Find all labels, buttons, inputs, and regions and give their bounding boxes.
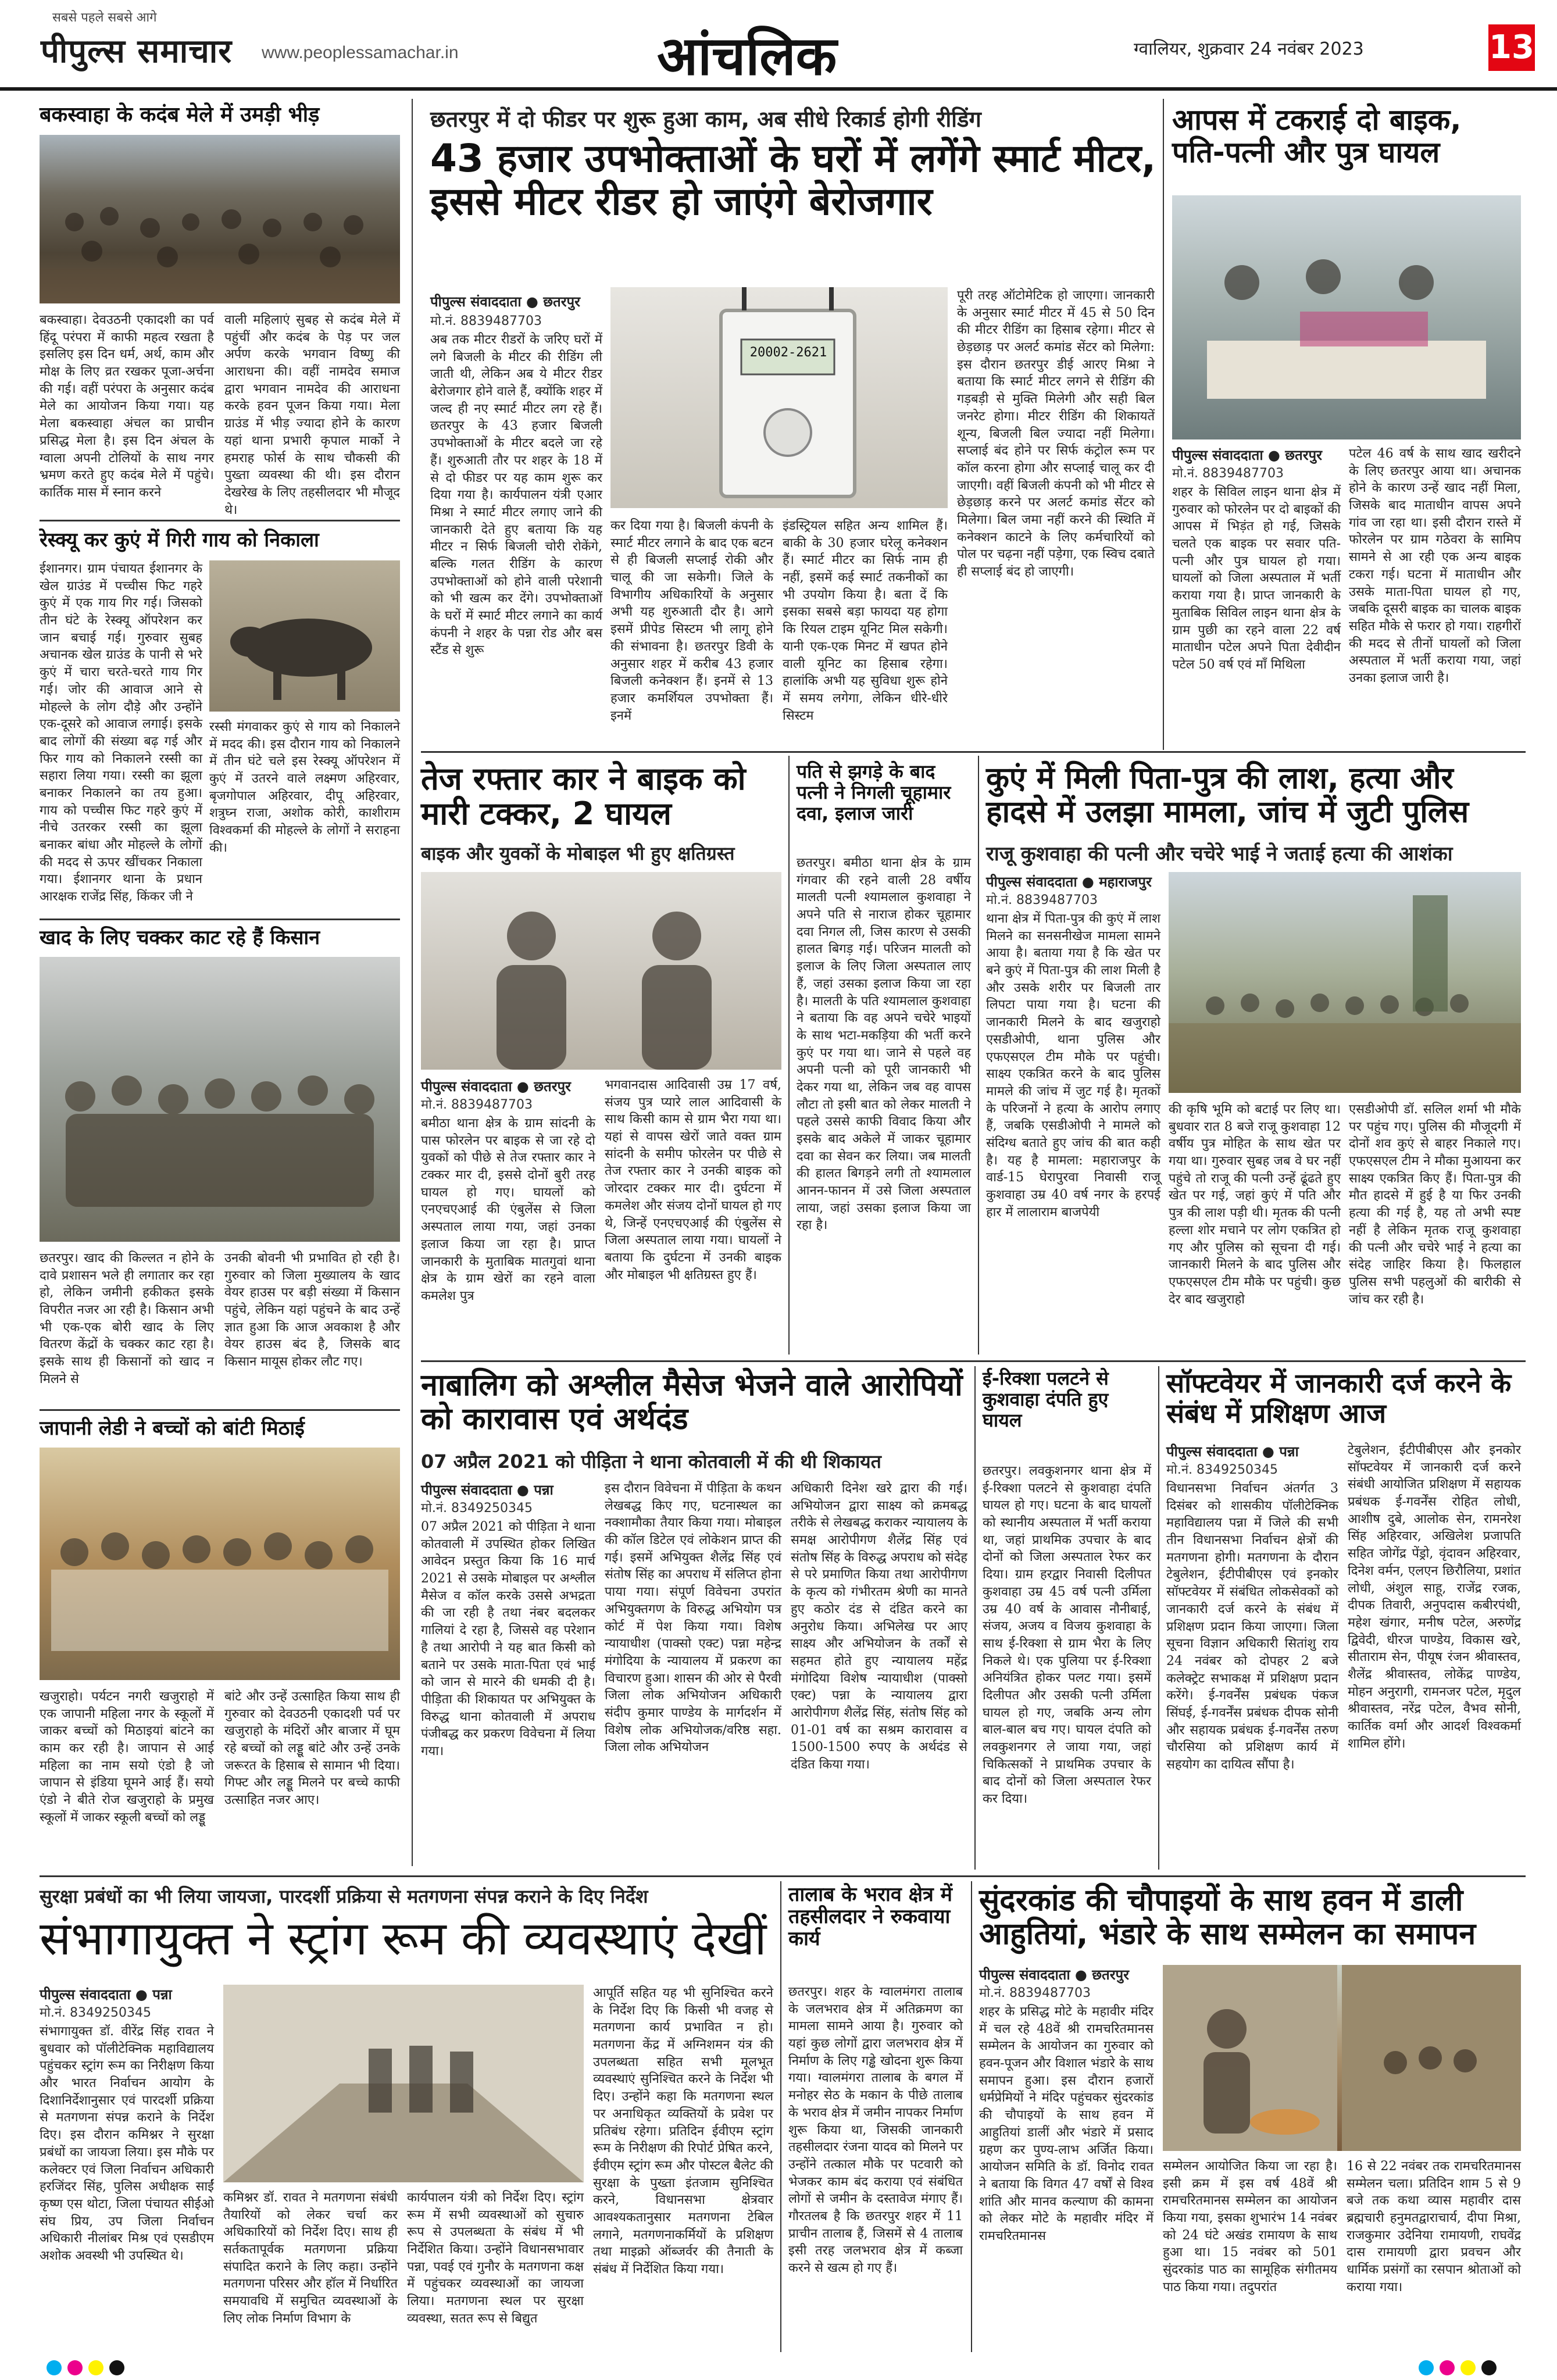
corridor-illustration <box>223 1985 584 2182</box>
cow-illustration <box>209 560 400 712</box>
strongroom-col-4: आपूर्ति सहित यह भी सुनिश्चित करने के निर्देश दिए कि किसी भी वजह से मतगणना कार्य प्रभावित न हो। मतगणना केंद्र में अग्निशमन यंत्र की उपलब्धता सहित सभी मूलभूत व्यवस्थाएं सुनिश्चित करने के निर्देश भी दिए। उन्होंने कहा कि मतगणना स्थल पर अनाधिकृत व्यक्तियों के प्रवेश पर प्रतिबंध रहेगा। प्रतिदिन ईवीएम स्ट्रांग रूम के निरीक्षण की रिपोर्ट प्रेषित करने, ईवीएम स्ट्रांग रूम और पोस्टल बैलेट की सुरक्षा के पुख्ता इंतजाम सुनिश्चित करने, विधानसभा क्षेत्रवार आवश्यकतानुसार मतगणना टेबिल लगाने, मतगणनाकर्मियों के प्रशिक्षण तथा माइक्रो ऑब्जर्वर की तैनाती के संबंध में निर्देशित किया गया। <box>593 1986 773 2277</box>
meter-illustration <box>610 287 948 508</box>
section-title <box>657 17 837 90</box>
byline-crash: पीपुल्स संवाददाता ● छतरपुर <box>421 1078 571 1095</box>
kicker-strongroom: सुरक्षा प्रबंधों का भी लिया जायजा, पारदर्शी प्रक्रिया से मतगणना संपन्न कराने के दिए निर्देश <box>40 1885 648 1907</box>
yellow-mark <box>88 2360 103 2375</box>
photo-rescue-cow <box>209 560 400 712</box>
photo-kadamb-crowd <box>40 135 400 303</box>
headline-japan: जापानी लेडी ने बच्चों को बांटी मिठाई <box>40 1417 305 1440</box>
headline-pocso: नाबालिग को अश्लील मैसेज भेजने वाले आरोपियों को कारावास एवं अर्थदंड <box>421 1368 963 1437</box>
sundarkand-col-2: सम्मेलन आयोजित किया जा रहा है। इसी क्रम में इस वर्ष 48वें श्री रामचरितमानस सम्मेलन का आयोजन किया गया, इसका शुभारंभ 14 नवंबर को 24 घंटे अखंड रामायण के साथ हुआ था। 15 नवंबर को 501 सुंदरकांड पाठ का सामूहिक संगीतमय पाठ किया गया। तदुपरांत <box>1163 2159 1337 2295</box>
havan-illustration <box>1163 1965 1521 2151</box>
headline-well: कुएं में मिली पिता-पुत्र की लाश, हत्या और हादसे में उलझा मामला, जांच में जुटी पुलिस <box>986 761 1469 830</box>
victims-illustration <box>421 872 781 1070</box>
smartmeter-col-2: कर दिया गया है। बिजली कंपनी के स्मार्ट मीटर लगाने के बाद एक बटन से ही बिजली सप्लाई रोकी और चालू की जा सकेगी। जिले के विभागीय अधिकारियों के अनुसार अभी यह शुरुआती दौर है। आगे इसमें प्रीपेड सिस्टम भी लागू होने की संभावना है। छतरपुर डिवी के अनुसार शहर में करीब 43 हजार बिजली कनेक्शन हैं। इनमें से 13 हजार कमर्शियल उपभोक्ता हैं। इनमें <box>610 519 773 723</box>
photo-havan <box>1163 1965 1521 2151</box>
headline-software: सॉफ्टवेयर में जानकारी दर्ज करने के संबंध में प्रशिक्षण आज <box>1166 1367 1512 1429</box>
mobile-well: मो.नं. 8839487703 <box>986 893 1098 907</box>
bikes-col-2: पटेल 46 वर्ष के साथ खाद खरीदने के लिए छतरपुर आया था। अचानक होने के कारण उन्हें खाद नहीं मिला, जिसके बाद माताधीन वापस अपने गांव जा रहा था। इसी दौरान रास्ते में फोरलेन पर ग्राम गठेवरा के सामिप सामने से आ रही एक अन्य बाइक टकरा गई। घटना में माताधीन और उसके माता-पिता घायल हो गए, जबकि दूसरी बाइक का चालक बाइक सहित मौके से फरार हो गया। राहगीरों की मदद से तीनों घायलों को जिला अस्पताल में भर्ती कराया गया, जहां उनका इलाज जारी है। <box>1349 446 1521 685</box>
headline-talab: तालाब के भराव क्षेत्र में तहसीलदार ने रुकवाया कार्य <box>788 1883 952 1951</box>
rescue-col-1: ईशानगर। ग्राम पंचायत ईशानगर के खेल ग्राउंड में पच्चीस फिट गहरे कुएं में एक गाय गिर गई। जिसको तीन घंटे के रेस्क्यू ऑपरेशन कर जान बचाई गई। गुरुवार सुबह अचानक खेल ग्राउंड के पानी से भरे कुएं में चारा चरते-चरते गाय गिर गई। जोर की आवाज आने से मोहल्ले के लोग दौड़े और उन्होंने एक-दूसरे को आवाज लगाई। इसके बाद लोगों की संख्या बढ़ गई और फिर गाय को निकालने रस्सी का सहारा लिया गया। रस्सी का झूला बनाकर निकालने का तय हुआ। गाय को पच्चीस फिट गहरे कुएं में नीचे उतरकर रस्सी का झूला बनाकर बांधा और मोहल्ले के लोगों की मदद से ऊपर खींचकर निकाला गया। ईशानगर थाना के प्रधान आरक्षक राजेंद्र सिंह, किंकर जी ने <box>40 562 202 905</box>
sundarkand-col-3: 16 से 22 नवंबर तक रामचरितमानस सम्मेलन चला। प्रतिदिन शाम 5 से 9 बजे तक कथा व्यास महावीर दास ब्रह्मचारी हनुमतद्वाराचार्य, दीपा मिश्रा, राजकुमार उदेनिया रामायणी, राघवेंद्र दास रामायणी द्वारा प्रवचन और धार्मिक प्रसंगों का रसपान श्रोताओं को कराया गया। <box>1347 2159 1521 2295</box>
photo-strongroom <box>223 1985 584 2182</box>
field-illustration <box>1169 872 1521 1093</box>
column-rule <box>788 756 790 1355</box>
byline-well: पीपुल्स संवाददाता ● महाराजपुर <box>986 874 1152 890</box>
crash-col-2: भगवानदास आदिवासी उम्र 17 वर्ष, संजय पुत्र प्यारे लाल आदिवासी के साथ किसी काम से ग्राम भैरा गया था। यहां से वापस खेरों जाते वक्त ग्राम सांदनी के समीप फोरलेन पर पीछे से तेज रफ्तार कार ने उनकी बाइक को जोरदार टक्कर मार दी। दुर्घटना में कमलेश और संजय दोनों घायल हो गए थे, जिन्हें एनएचएआई की एंबुलेंस से जिला अस्पताल लाया गया। घायलों ने बताया कि दुर्घटना में उनकी बाइक और मोबाइल भी क्षतिग्रस्त हुए हैं। <box>605 1078 781 1282</box>
headline-khad: खाद के लिए चक्कर काट रहे हैं किसान <box>40 926 320 949</box>
strongroom-col-2: कमिश्नर डॉ. रावत ने मतगणना संबंधी तैयारियों को लेकर चर्चा कर अधिकारियों को निर्देश दिए। साथ ही सर्तकतापूर्वक मतगणना प्रक्रिया संपादित कराने के लिए कहा। उन्होंने मतगणना परिसर और हॉल में निर्धारित समयावधि में समुचित व्यवस्थाओं के लिए लोक निर्माण विभाग के <box>223 2190 398 2326</box>
divider <box>40 1409 400 1411</box>
talab-col-1: छतरपुर। शहर के ग्वालमंगरा तालाब के जलभराव क्षेत्र में अतिक्रमण का मामला सामने आया है। गुरुवार को यहां कुछ लोगों द्वारा जलभराव क्षेत्र में निर्माण के लिए गड्ढे खोदना शुरू किया गया। ग्वालमंगरा तालाब के बगल में मनोहर सेठ के मकान के पीछे तालाब के भराव क्षेत्र में जमीन नापकर निर्माण शुरू किया था, जिसकी जानकारी तहसीलदार रंजना यादव को मिलने पर उन्होंने तत्काल मौके पर पटवारी को भेजकर काम बंद कराया एवं संबंधित लोगों से जमीन के दस्तावेज मंगाए हैं। गौरतलब है कि छतरपुर शहर में 11 प्राचीन तालाब हैं, जिसमें से 4 तालाब इसी तरह जलभराव क्षेत्र में कब्जा करने से खत्म हो गए हैं। <box>788 1985 963 2275</box>
meter-reading: 20002-2621 <box>749 345 827 360</box>
headline-smartmeter: 43 हजार उपभोक्ताओं के घरों में लगेंगे स्मार्ट मीटर, इससे मीटर रीडर हो जाएंगे बेरोजगार <box>430 136 1156 224</box>
kadamb-col-2: वाली महिलाएं सुबह से कदंब मेले में पहुंचीं और कदंब के पेड़ पर जल अर्पण करके भगवान विष्णु की आराधना की। वहीं नामदेव समाज द्वारा भगवान नामदेव की आराधना करके हवन पूजन किया गया। मेला ग्राउंड में भीड़ ज्यादा होने के कारण यहां थाना प्रभारी कृपाल मार्को ने हमराह फोर्स के साथ चौकसी की पुख्ता व्यवस्था की थी। इस दौरान देखरेख के लिए तहसीलदार भी मौजूद थे। <box>224 313 400 517</box>
mobile-strongroom: मो.नं. 8349250345 <box>40 2006 152 2020</box>
headline-sundarkand: सुंदरकांड की चौपाइयों के साथ हवन में डाली आहुतियां, भंडारे के साथ सम्मेलन का समापन <box>979 1883 1476 1952</box>
divider <box>421 1360 1526 1362</box>
dateline: ग्वालियर, शुक्रवार 24 नवंबर 2023 <box>1134 39 1364 59</box>
column-rule <box>412 99 413 1866</box>
column-rule <box>974 1366 976 1870</box>
mobile-crash: मो.नं. 8839487703 <box>421 1098 533 1112</box>
software-col-2: टेबुलेशन, ईटीपीबीएस और इनकोर सॉफ्टवेयर में जानकारी दर्ज करने संबंधी आयोजित प्रशिक्षण में सहायक प्रबंधक ई-गवर्नेंस रोहित लोधी, आशीष दुबे, आलोक सेन, रामनरेश सिंह अहिरवार, अखिलेश प्रजापति सहित जोगेंद्र पेंड्रो, वृंदावन अहिरवार, दिनेश वर्मन, एलएन छिरौलिया, प्रशांत लोधी, अंशुल साहू, राजेंद्र रजक, दीपक तिवारी, अनुपदास कबीरपंथी, महेश खंगार, मनीष पटेल, अरुणेंद्र द्विवेदी, धीरज पाण्डेय, विकास खरे, सीताराम सेन, पीयूष रंजन श्रीवास्तव, शैलेंद्र श्रीवास्तव, लोकेंद्र पाण्डेय, मोहन अनुरागी, रामनजर पटेल, मृदुल श्रीवास्तव, नरेंद्र पटेल, वैभव सोनी, कार्तिक वर्मा और आदर्श विश्वकर्मा शामिल होंगे। <box>1348 1443 1521 1751</box>
khad-col-1: छतरपुर। खाद की किल्लत न होने के दावे प्रशासन भले ही लगातार कर रहा हो, लेकिन जमीनी हकीकत इसके विपरीत नजर आ रही है। किसान अभी भी एक-एक बोरी खाद के लिए वितरण केंद्रों के चक्कर काट रहा है। इसके साथ ही किसानों को खाद न मिलने से <box>40 1251 214 1386</box>
column-rule <box>971 1881 972 2352</box>
mobile-smartmeter: मो.नं. 8839487703 <box>430 314 542 328</box>
black-mark <box>1481 2360 1497 2375</box>
photo-children <box>40 1448 400 1680</box>
strongroom-col-1: संभागायुक्त डॉ. वीरेंद्र सिंह रावत ने बुधवार को पॉलीटेक्निक महाविद्यालय पहुंचकर स्ट्रांग रूम का निरीक्षण किया और भारत निर्वाचन आयोग के दिशानिर्देशानुसार एवं पारदर्शी प्रक्रिया से मतगणना संपन्न कराने के निर्देश दिए। इस दौरान कमिश्नर ने सुरक्षा प्रबंधों का जायजा लिया। इस मौके पर कलेक्टर एवं जिला निर्वाचन अधिकारी हरजिंदर सिंह, पुलिस अधीक्षक साईं कृष्ण एस थोटा, जिला पंचायत सीईओ संघ प्रिय, उप जिला निर्वाचन अधिकारी नीलांबर मिश्र एवं एसडीएम अशोक अवस्थी भी उपस्थित थे। <box>40 2024 214 2263</box>
headline-erickshaw: ई-रिक्शा पलटने से कुशवाहा दंपति हुए घायल <box>983 1367 1109 1431</box>
smartmeter-col-4: पूरी तरह ऑटोमेटिक हो जाएगा। जानकारी के अनुसार स्मार्ट मीटर में 45 से 50 दिन की मीटर रीडिंग का हिसाब रहेगा। मीटर से छेड़छाड़ पर अलर्ट कमांड सेंटर को मिलेगा: इस दौरान छतरपुर डीई आरए मिश्रा ने बताया कि स्मार्ट मीटर लगने से रीडिंग की गड़बड़ी से मुक्ति मिलेगी और सही बिल जनरेट होगा। मीटर रीडिंग की शिकायतें शून्य, बिजली बिल ज्यादा नहीं मिलेगा। सप्लाई बंद होने पर सिर्फ कंट्रोल रूम पर कॉल करना होगा और सप्लाई चालू कर दी जाएगी। वहीं बिजली कंपनी को भी मीटर से छेड़छाड़ करने पर अलर्ट कमांड सेंटर को मिलेगा। बिल जमा नहीं करने की स्थिति में कनेक्शन काटने के लिए कर्मचारियों को पोल पर चढ़ना नहीं पड़ेगा, एक स्विच दबाते ही सप्लाई बंद हो जाएगी। <box>957 288 1155 579</box>
cyan-mark <box>1419 2360 1434 2375</box>
sundarkand-col-1: शहर के प्रसिद्ध मोटे के महावीर मंदिर में चल रहे 48वें श्री रामचरितमानस सम्मेलन के आयोजन का गुरुवार को हवन-पूजन और विशाल भंडारे के साथ समापन हुआ। इस दौरान हजारों धर्मप्रेमियों ने मंदिर पहुंचकर सुंदरकांड की चौपाइयों के साथ हवन में आहुतियां डालीं और भंडारे में प्रसाद ग्रहण कर पुण्य-लाभ अर्जित किया। आयोजन समिति के डॉ. विनोद रावत ने बताया कि विगत 47 वर्षों से विश्व शांति और मानव कल्याण की कामना को लेकर मोटे के महावीर मंदिर में रामचरितमानस <box>979 2004 1154 2243</box>
byline-software: पीपुल्स संवाददाता ● पन्ना <box>1166 1443 1299 1460</box>
erickshaw-col-1: छतरपुर। लवकुशनगर थाना क्षेत्र में ई-रिक्शा पलटने से कुशवाहा दंपति घायल हो गए। घटना के बाद घायलों को स्थानीय अस्पताल में भर्ती कराया था, जहां प्राथमिक उपचार के बाद दोनों को जिला अस्पताल रेफर कर दिया। ग्राम हरद्वार निवासी दिलीपत कुशवाहा उम्र 45 वर्ष पत्नी उर्मिला उम्र 40 वर्ष के आवास नौनीबाई, संजय, अजय व विजय कुशवाहा के साथ ई-रिक्शा से ग्राम भैरा के लिए निकले थे। एक पुलिया पर ई-रिक्शा अनियंत्रित होकर पलट गया। इसमें दिलीपत और उसकी पत्नी उर्मिला घायल हो गए, जबकि अन्य लोग बाल-बाल बच गए। घायल दंपति को लवकुशनगर ले जाया गया, जहां चिकित्सकों ने प्राथमिक उपचार के बाद दोनों को जिला अस्पताल रेफर कर दिया। <box>983 1464 1151 1807</box>
byline-bikes: पीपुल्स संवाददाता ● छतरपुर <box>1172 447 1322 463</box>
column-rule <box>1163 99 1164 750</box>
photo-well-site <box>1169 872 1521 1093</box>
black-mark <box>109 2360 124 2375</box>
column-rule <box>978 756 979 1355</box>
pocso-col-2: इस दौरान विवेचना में पीड़िता के कथन लेखबद्ध किए गए, घटनास्थल का नक्शामौका तैयार किया गया। मोबाइल की कॉल डिटेल एवं लोकेशन प्राप्त की गई। इसमें अभियुक्त शैलेंद्र सिंह एवं संतोष सिंह का अपराध में संलिप्त होना पाया गया। संपूर्ण विवेचना उपरांत अभियुक्तगण के विरुद्ध अभियोग पत्र कोर्ट में पेश किया गया। विशेष न्यायाधीश (पाक्सो एक्ट) पन्ना महेन्द्र मंगोदिया के न्यायालय में प्रकरण का विचारण हुआ। शासन की ओर से पैरवी जिला लोक अभियोजन अधिकारी संदीप कुमार पाण्डेय के मार्गदर्शन में विशेष लोक अभियोजक/वरिष्ठ सहा. जिला लोक अभियोजन <box>605 1481 781 1755</box>
divider <box>421 751 1526 753</box>
bikes-col-1: शहर के सिविल लाइन थाना क्षेत्र में गुरुवार को फोरलेन पर दो बाइकों की आपस में भिड़ंत हो गई, जिसके चलते एक बाइक पर सवार पति-पत्नी और पुत्र घायल हो गया। घायलों को जिला अस्पताल में भर्ती कराया गया है। प्राप्त जानकारी के मुताबिक सिविल लाइन थाना क्षेत्र के ग्राम पुछी का रहने वाला 22 वर्ष माताधीन पटेल अपने पिता देवीदीन पटेल 50 वर्ष एवं माँ मिथिला <box>1172 485 1341 672</box>
column-rule <box>780 1881 781 2352</box>
byline-pocso: पीपुल्स संवाददाता ● पन्ना <box>421 1482 553 1498</box>
magenta-mark <box>67 2360 83 2375</box>
byline-strongroom: पीपुल्स संवाददाता ● पन्ना <box>40 1986 172 2003</box>
poison-col-1: छतरपुर। बमीठा थाना क्षेत्र के ग्राम गंगवार की रहने वाली 28 वर्षीय मालती पत्नी श्यामलाल कुशवाहा ने अपने पति से नाराज होकर चूहामार दवा निगल ली, जिस कारण से उसकी हालत बिगड़ गई। परिजन मालती को इलाज के लिए जिला अस्पताल लाए हैं, जहां उसका इलाज किया जा रहा है। मालती के पति श्यामलाल कुशवाहा ने बताया कि वह अपने चचेरे भाइयों के साथ भटा-मकड़िया की भर्ती करने कुएं पर गया था। जाने से पहले वह अपनी पत्नी को पूरी जानकारी भी देकर गया था, लेकिन जब वह वापस लौटा तो इसी बात को लेकर मालती ने पहले उससे काफी विवाद किया और इसके बाद अकेले में जाकर चूहामार दवा का सेवन कर लिया। जब मालती की हालत बिगड़ने लगी तो श्यामलाल आनन-फानन में उसे जिला अस्पताल लाया, जहां उसका इलाज किया जा रहा है। <box>797 856 971 1233</box>
mobile-pocso: मो.नं. 8349250345 <box>421 1501 533 1516</box>
hospital-illustration <box>1172 195 1521 439</box>
yellow-mark <box>1460 2360 1476 2375</box>
divider <box>40 919 400 920</box>
divider <box>40 1875 1526 1877</box>
smartmeter-col-3: इंडस्ट्रियल सहित अन्य शामिल हैं। बाकी के 30 हजार घरेलू कनेक्शन हैं। स्मार्ट मीटर का सिर्फ नाम ही नहीं, इसमें कई स्मार्ट तकनीकों का भी उपयोग किया है। बता दें कि इसका सबसे बड़ा फायदा यह होगा कि रियल टाइम यूनिट मिल सकेगी। यानी एक-एक मिनट में खपत होने वाली यूनिट का हिसाब रहेगा। हालांकि अभी यह सुविधा शुरू होने में समय लगेगा, लेकिन धीरे-धीरे सिस्टम <box>783 519 948 723</box>
photo-smartmeter <box>610 287 948 508</box>
divider <box>40 520 400 521</box>
page-number: 13 <box>1488 24 1535 71</box>
rescue-col-2: रस्सी मंगवाकर कुएं से गाय को निकालने में मदद की। इस दौरान गाय को निकालने में तीन घंटे चले इस रेस्क्यू ऑपरेशन में कुएं में उतरने वाले लक्ष्मण अहिरवार, बृजगोपाल अहिरवार, दीपू अहिरवार, शत्रुघ्न राजा, अशोक कोरी, काशीराम विश्वकर्मा की मोहल्ले के लोगों ने सराहना की। <box>209 720 401 855</box>
section-title-text: आंचलिक <box>657 25 837 87</box>
magenta-mark <box>1440 2360 1455 2375</box>
byline-sundarkand: पीपुल्स संवाददाता ● छतरपुर <box>979 1967 1129 1983</box>
column-rule <box>1158 1366 1159 1870</box>
headline-strongroom: संभागायुक्त ने स्ट्रांग रूम की व्यवस्थाएं देखीं <box>40 1911 767 1966</box>
well-col-2: की कृषि भूमि को बटाई पर लिए था। बुधवार रात 8 बजे राजू कुशवाहा 12 वर्षीय पुत्र मोहित के साथ खेत पर गया था। गुरुवार सुबह जब वे घर नहीं पहुंचे तो राजू की पत्नी उन्हें ढूंढते हुए खेत पर गई, जहां कुएं में पति और पुत्र की लाश पड़ी थी। मृतक की पत्नी हल्ला शोर मचाने पर लोग एकत्रित हो गए और पुलिस को सूचना दी गई। जानकारी मिलने के बाद पुलिस और एफएसएल टीम मौके पर पहुंची। कुछ देर बाद खजुराहो <box>1169 1102 1341 1307</box>
headline-crash: तेज रफ्तार कार ने बाइक को मारी टक्कर, 2 घायल <box>421 760 746 832</box>
headline-poison: पति से झगड़े के बाद पत्नी ने निगली चूहामार दवा, इलाज जारी <box>797 760 951 824</box>
subhead-pocso: 07 अप्रैल 2021 को पीड़िता ने थाना कोतवाली में की थी शिकायत <box>421 1450 881 1473</box>
masthead <box>0 0 1557 91</box>
smartmeter-col-1: अब तक मीटर रीडरों के जरिए घरों में लगे बिजली के मीटर की रीडिंग ली जाती थी, लेकिन अब ये मीटर रीडर बेरोजगार होने वाले हैं, क्योंकि शहर में जल्द ही नए स्मार्ट मीटर लग रहे हैं। छतरपुर के 43 हजार बिजली उपभोक्ताओं के मीटर बदले जा रहे हैं। शुरुआती तौर पर शहर के 18 में से दो फीडर पर यह काम शुरू कर दिया गया है। कार्यपालन यंत्री एआर मिश्रा ने स्मार्ट मीटर लगाए जाने की जानकारी देते हुए बताया कि यह मीटर न सिर्फ बिजली चोरी रोकेंगे, बल्कि गलत रीडिंग के कारण उपभोक्ताओं को होने वाली परेशानी को भी खत्म कर देंगे। उपभोक्ताओं के घरों में स्मार्ट मीटर लगाने का कार्य कंपनी ने शहर के पन्ना रोड और बस स्टैंड से शुरू <box>430 333 602 658</box>
newspaper-logo: पीपुल्स समाचार <box>41 33 233 70</box>
headline-kadamb: बकस्वाहा के कदंब मेले में उमड़ी भीड़ <box>40 103 320 127</box>
japan-col-1: खजुराहो। पर्यटन नगरी खजुराहो में एक जापानी महिला नगर के स्कूलों में जाकर बच्चों को मिठाइयां बांटने का काम कर रही है। जापान से आई महिला का नाम सयो एंडो है जो जापान से इंडिया घूमने आई हैं। सयो एंडो ने बीते रोज खजुराहो के प्रमुख स्कूलों में जाकर स्कूली बच्चों को लड्डू <box>40 1689 214 1825</box>
crash-col-1: बमीठा थाना क्षेत्र के ग्राम सांदनी के पास फोरलेन पर बाइक से जा रहे दो युवकों को पीछे से तेज रफ्तार कार ने टक्कर मार दी, इससे दोनों बुरी तरह घायल हो गए। घायलों को एनएचएआई की एंबुलेंस से जिला अस्पताल लाया गया, जहां उनका इलाज किया जा रहा है। प्राप्त जानकारी के मुताबिक मातगुवां थाना क्षेत्र के ग्राम खेरों का रहने वाला कमलेश पुत्र <box>421 1116 595 1303</box>
well-col-1: थाना क्षेत्र में पिता-पुत्र की कुएं में लाश मिलने का सनसनीखेज मामला सामने आया है। बताया गया है कि खेत पर बने कुएं में पिता-पुत्र की लाश मिली है और उसके शरीर पर बिजली तार लिपटा पाया गया है। घटना की जानकारी मिलने के बाद खजुराहो एसडीओपी, थाना पुलिस और एफएसएल टीम मौके पर पहुंची। साक्ष्य एकत्रित करने के बाद पुलिस मामले की जांच में जुट गई है। मृतकों के परिजनों ने हत्या के आरोप लगाए हैं, जबकि एसडीओपी ने मामले को संदिग्ध बताते हुए जांच की बात कही है। यह है मामला: महाराजपुर के वार्ड-15 घेरापुरवा निवासी राजू कुशवाहा उम्र 40 वर्ष नगर के हरपई हार में लालाराम बाजपेयी <box>986 912 1160 1220</box>
registration-marks-right <box>1419 2360 1535 2378</box>
mobile-sundarkand: मो.नं. 8839487703 <box>979 1986 1091 2000</box>
subhead-well: राजू कुशवाहा की पत्नी और चचेरे भाई ने जताई हत्या की आशंका <box>986 842 1453 866</box>
software-col-1: विधानसभा निर्वाचन अंतर्गत 3 दिसंबर को शासकीय पॉलीटेक्निक महाविद्यालय पन्ना में जिले की सभी तीन विधानसभा निर्वाचन क्षेत्रों की मतगणना होगी। मतगणना के दौरान टेबुलेशन, ईटीपीबीएस एवं इनकोर सॉफ्टवेयर में संबंधित लोकसेवकों को जानकारी दर्ज करने के संबंध में प्रशिक्षण प्रदान किया जाएगा। जिला सूचना विज्ञान अधिकारी सितांशु राय 24 नवंबर को दोपहर 2 बजे कलेक्ट्रेट सभाकक्ष में प्रशिक्षण प्रदान करेंगे। ई-गवर्नेंस प्रबंधक पंकज सिंघई, ई-गवर्नेंस प्रबंधक दीपक सोनी और सहायक प्रबंधक ई-गवर्नेंस तरुण चौरसिया को प्रशिक्षण कार्य में सहयोग का दायित्व सौंपा है। <box>1166 1481 1338 1772</box>
headline-bikes: आपस में टकराई दो बाइक, पति-पत्नी और पुत्र घायल <box>1172 103 1462 169</box>
japan-col-2: बांटे और उन्हें उत्साहित किया साथ ही गुरुवार को देवउठनी एकादशी पर्व पर खजुराहो के मंदिरों और बाजार में घूम रहे बच्चों को लड्डू बांटे और उन्हें उनके जरूरत के हिसाब से सामान भी दिया। गिफ्ट और लड्डू मिलने पर बच्चे काफी उत्साहित नजर आए। <box>224 1689 400 1808</box>
registration-marks-left <box>47 2360 163 2378</box>
byline-smartmeter: पीपुल्स संवाददाता ● छतरपुर <box>430 294 580 310</box>
kadamb-col-1: बकस्वाहा। देवउठनी एकादशी का पर्व हिंदू परंपरा में काफी महत्व रखता है इसलिए इस दिन धर्म, अर्थ, काम और मोक्ष के लिए व्रत रखकर पूजा-अर्चना की गई। वहीं परंपरा के अनुसार कदंब मेले का आयोजन किया गया। यह मेला बकस्वाहा अंचल का प्राचीन प्रसिद्ध मेला है। इस दिन अंचल के ग्वाला अपनी टोलियों के साथ नगर भ्रमण करते हुए कदंब मेले में पहुंचे। कार्तिक मास में स्नान करने <box>40 313 214 500</box>
cyan-mark <box>47 2360 62 2375</box>
children-illustration <box>40 1448 400 1680</box>
pocso-col-1: 07 अप्रैल 2021 को पीड़िता ने थाना कोतवाली में उपस्थित होकर लिखित आवेदन प्रस्तुत किया कि 16 मार्च 2021 से उसके मोबाइल पर अश्लील मैसेज व कॉल करके उससे अभद्रता की जा रही है तथा नंबर बदलकर गालियां दे रहा है, जिससे वह परेशान है तथा आरोपी ने यह बात किसी को बताने पर उसके माता-पिता एवं भाई को जान से मारने की धमकी दी है। पीड़िता की शिकायत पर अभियुक्त के विरुद्ध थाना कोतवाली में अपराध पंजीबद्ध कर प्रकरण विवेचना में लिया गया। <box>421 1520 595 1759</box>
photo-crash-victims <box>421 872 781 1070</box>
khad-col-2: उनकी बोवनी भी प्रभावित हो रही है। गुरुवार को जिला मुख्यालय के खाद वेयर हाउस पर बड़ी संख्या में किसान पहुंचे, लेकिन यहां पहुंचने के बाद उन्हें ज्ञात हुआ कि आज अवकाश है और वेयर हाउस बंद है, जिसके बाद किसान मायूस होकर लौट गए। <box>224 1251 400 1370</box>
headline-rescue: रेस्क्यू कर कुएं में गिरी गाय को निकाला <box>40 528 319 552</box>
subhead-crash: बाइक और युवकों के मोबाइल भी हुए क्षतिग्रस्त <box>421 842 735 864</box>
masthead-tagline: सबसे पहले सबसे आगे <box>52 10 157 25</box>
mobile-bikes: मो.नं. 8839487703 <box>1172 466 1284 481</box>
strongroom-col-3: कार्यपालन यंत्री को निर्देश दिए। स्ट्रांग रूम में सभी व्यवस्थाओं को सुचारु रूप से उपलब्धता के संबंध में भी निर्देशित किया। उन्होंने विधानसभावार पन्ना, पवई एवं गुनौर के मतगणना कक्ष में पहुंचकर व्यवस्थाओं का जायजा लिया। मतगणना स्थल पर सुरक्षा व्यवस्था, सतत रूप से बिद्युत <box>407 2190 584 2326</box>
farmers-illustration <box>40 957 400 1242</box>
crowd-illustration <box>40 135 400 303</box>
pocso-col-3: अधिकारी दिनेश खरे द्वारा की गई। अभियोजन द्वारा साक्ष्य को क्रमबद्ध तरीके से लेखबद्ध कराकर न्यायालय के समक्ष आरोपीगण शैलेंद्र सिंह एवं संतोष सिंह के विरुद्ध अपराध को संदेह से परे प्रमाणित किया तथा आरोपीगण के कृत्य को गंभीरतम श्रेणी का मानते हुए कठोर दंड से दंडित करने का अनुरोध किया। अभिलेख पर आए साक्ष्य और अभियोजन के तर्कों से सहमत होते हुए न्यायालय महेंद्र मंगोदिया विशेष न्यायाधीश (पाक्सो एक्ट) पन्ना के न्यायालय द्वारा आरोपीगण शैलेंद्र सिंह, संतोष सिंह को 01-01 वर्ष का सश्रम कारावास व 1500-1500 रुपए के अर्थदंड से दंडित किया गया। <box>791 1481 967 1772</box>
photo-farmers <box>40 957 400 1242</box>
photo-hospital <box>1172 195 1521 439</box>
well-col-3: एसडीओपी डॉ. सलिल शर्मा भी मौके पर पहुंच गए। पुलिस की मौजूदगी में दोनों शव कुएं से बाहर निकाले गए। एफएसएल टीम ने मौका मुआयना कर साक्ष्य एकत्रित किए हैं। पिता-पुत्र की मौत हादसे में हुई है या फिर उनकी हत्या की गई है, यह तो अभी स्पष्ट नहीं है लेकिन मृतक राजू कुशवाहा की पत्नी और चचेरे भाई ने हत्या का संदेह जाहिर किया है। फिलहाल पुलिस सभी पहलुओं की बारीकी से जांच कर रही है। <box>1349 1102 1521 1307</box>
kicker-smartmeter: छतरपुर में दो फीडर पर शुरू हुआ काम, अब सीधे रिकार्ड होगी रीडिंग <box>430 106 981 132</box>
website-url[interactable]: www.peoplessamachar.in <box>262 43 459 62</box>
mobile-software: मो.नं. 8349250345 <box>1166 1463 1279 1477</box>
